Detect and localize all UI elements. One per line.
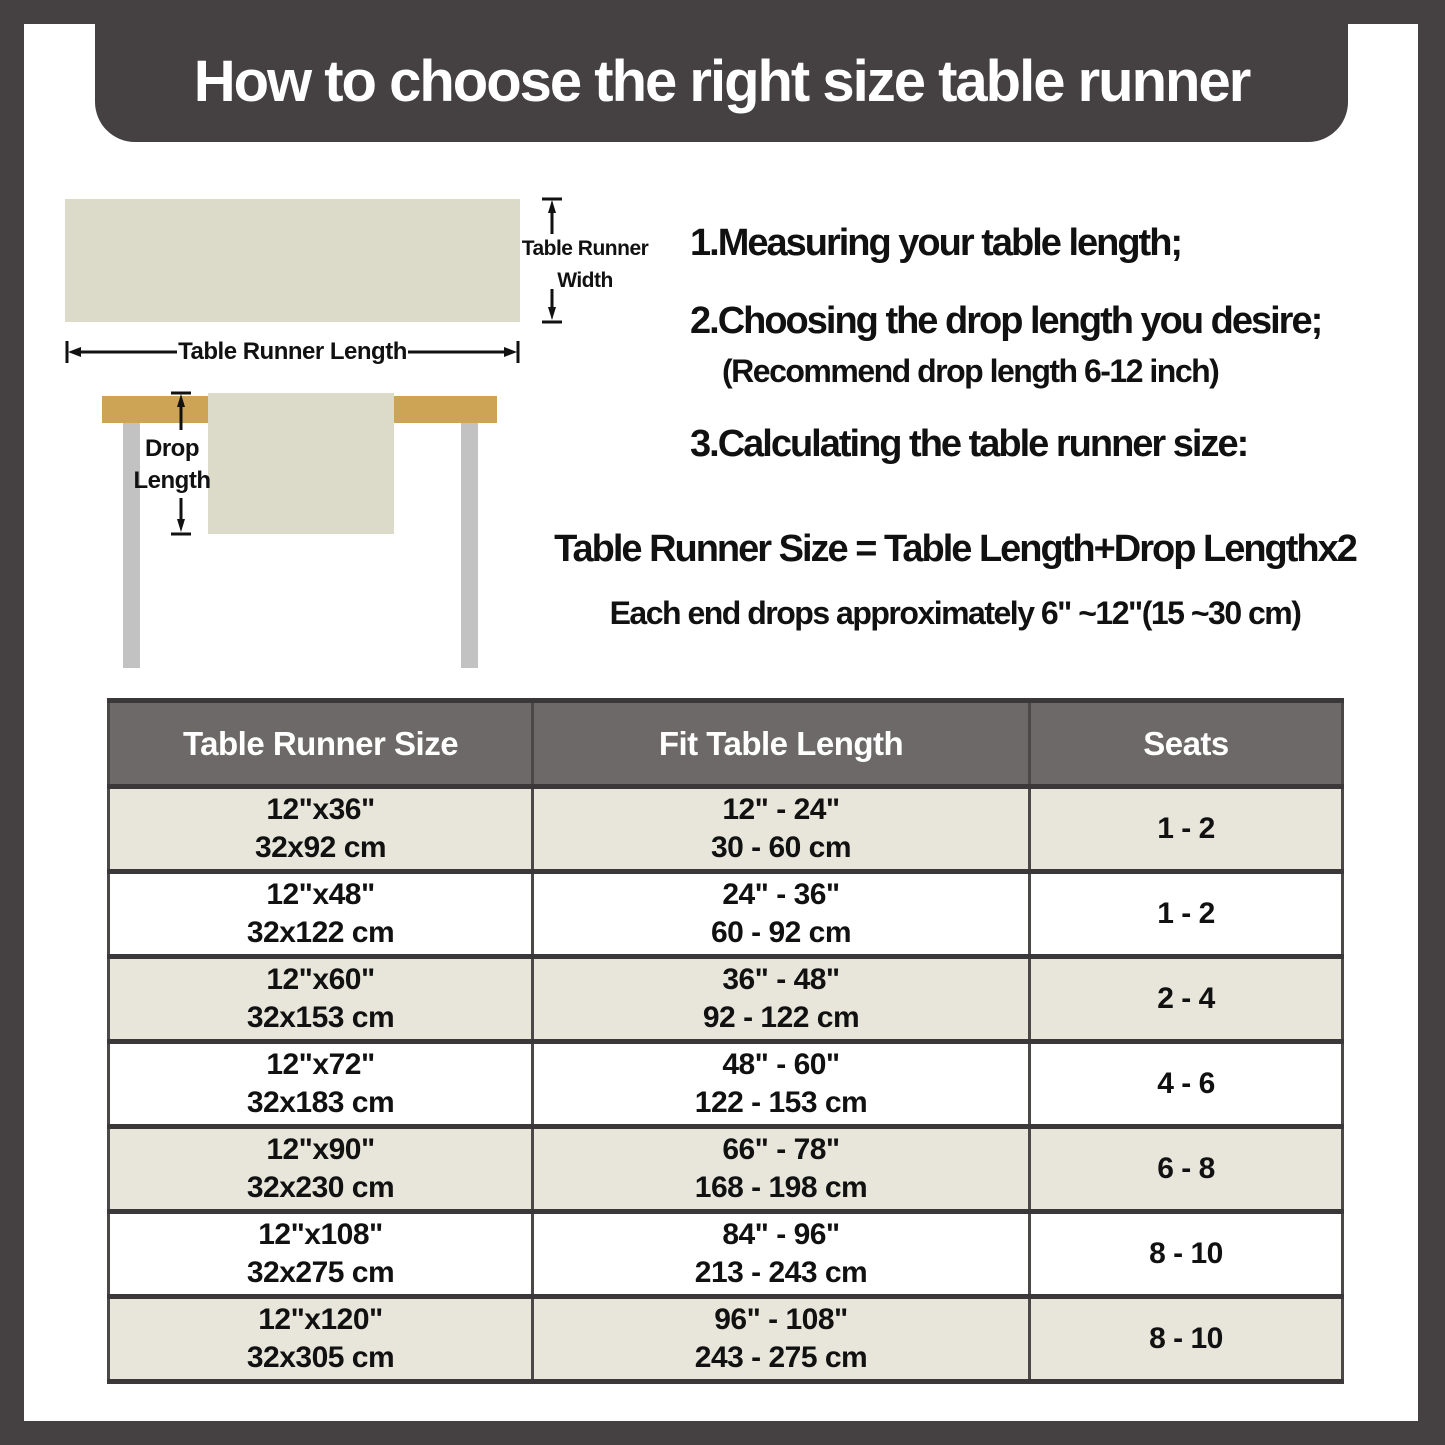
fit-length-in: 12" - 24" [722, 793, 840, 826]
runner-size-cm: 32x92 cm [254, 831, 387, 864]
table-row [109, 1297, 1343, 1382]
step-1-text: 1.Measuring your table length; [690, 222, 1182, 264]
table-row [109, 787, 1343, 872]
table-row [109, 1212, 1343, 1297]
runner-size-cm: 32x122 cm [246, 916, 395, 949]
fit-length-cm: 213 - 243 cm [694, 1256, 868, 1289]
table-row [109, 1042, 1343, 1127]
runner-size-in: 12"x90" [266, 1133, 375, 1166]
seats-value: 1 - 2 [1030, 872, 1343, 957]
table-row [109, 957, 1343, 1042]
runner-size-in: 12"x120" [258, 1303, 383, 1336]
column-header-seats: Seats [1030, 701, 1343, 787]
seats-value: 2 - 4 [1030, 957, 1343, 1042]
runner-size-cm: 32x305 cm [246, 1341, 395, 1374]
runner-size-cm: 32x183 cm [246, 1086, 395, 1119]
runner-size-cm: 32x153 cm [246, 1001, 395, 1034]
seats-value: 4 - 6 [1030, 1042, 1343, 1127]
header-banner [95, 24, 1348, 142]
runner-size-in: 12"x108" [258, 1218, 383, 1251]
fit-length-in: 66" - 78" [722, 1133, 840, 1166]
fit-length-in: 84" - 96" [722, 1218, 840, 1251]
fit-length-cm: 122 - 153 cm [694, 1086, 868, 1119]
runner-hanging-graphic [208, 393, 394, 534]
drop-range-note: Each end drops approximately 6" ~12"(15 ~30 cm) [609, 595, 1301, 631]
table-leg-right-graphic [461, 423, 478, 668]
fit-length-in: 36" - 48" [722, 963, 840, 996]
runner-size-in: 12"x60" [266, 963, 375, 996]
fit-length-cm: 30 - 60 cm [710, 831, 852, 864]
seats-value: 6 - 8 [1030, 1127, 1343, 1212]
step-3-text: 3.Calculating the table runner size: [690, 423, 1248, 465]
fit-length-cm: 168 - 198 cm [694, 1171, 868, 1204]
seats-value: 8 - 10 [1030, 1212, 1343, 1297]
fit-length-cm: 60 - 92 cm [710, 916, 852, 949]
table-row [109, 1127, 1343, 1212]
fit-length-in: 24" - 36" [722, 878, 840, 911]
fit-length-cm: 243 - 275 cm [694, 1341, 868, 1374]
runner-size-in: 12"x72" [266, 1048, 375, 1081]
table-row [109, 872, 1343, 957]
step-2-note: (Recommend drop length 6-12 inch) [722, 353, 1219, 389]
table-header-row [109, 701, 1343, 787]
runner-size-cm: 32x230 cm [246, 1171, 395, 1204]
seats-value: 1 - 2 [1030, 787, 1343, 872]
width-dimension-label: Table Runner Width [521, 237, 649, 292]
drop-length-label: Drop Length [133, 435, 211, 494]
column-header-fit-length: Fit Table Length [533, 701, 1030, 787]
seats-value: 8 - 10 [1030, 1297, 1343, 1382]
runner-size-cm: 32x275 cm [246, 1256, 395, 1289]
fit-length-in: 96" - 108" [714, 1303, 848, 1336]
length-dimension-label: Table Runner Length [178, 338, 407, 365]
runner-size-in: 12"x48" [266, 878, 375, 911]
table-runner-top-view [65, 199, 520, 322]
column-header-runner-size: Table Runner Size [109, 701, 533, 787]
runner-size-in: 12"x36" [266, 793, 375, 826]
fit-length-cm: 92 - 122 cm [702, 1001, 860, 1034]
fit-length-in: 48" - 60" [722, 1048, 840, 1081]
step-2-text: 2.Choosing the drop length you desire; [690, 300, 1322, 342]
size-chart-table [107, 698, 1344, 1384]
runner-size-formula: Table Runner Size = Table Length+Drop Lengthx2 [554, 528, 1356, 570]
page-title: How to choose the right size table runner [193, 48, 1250, 114]
